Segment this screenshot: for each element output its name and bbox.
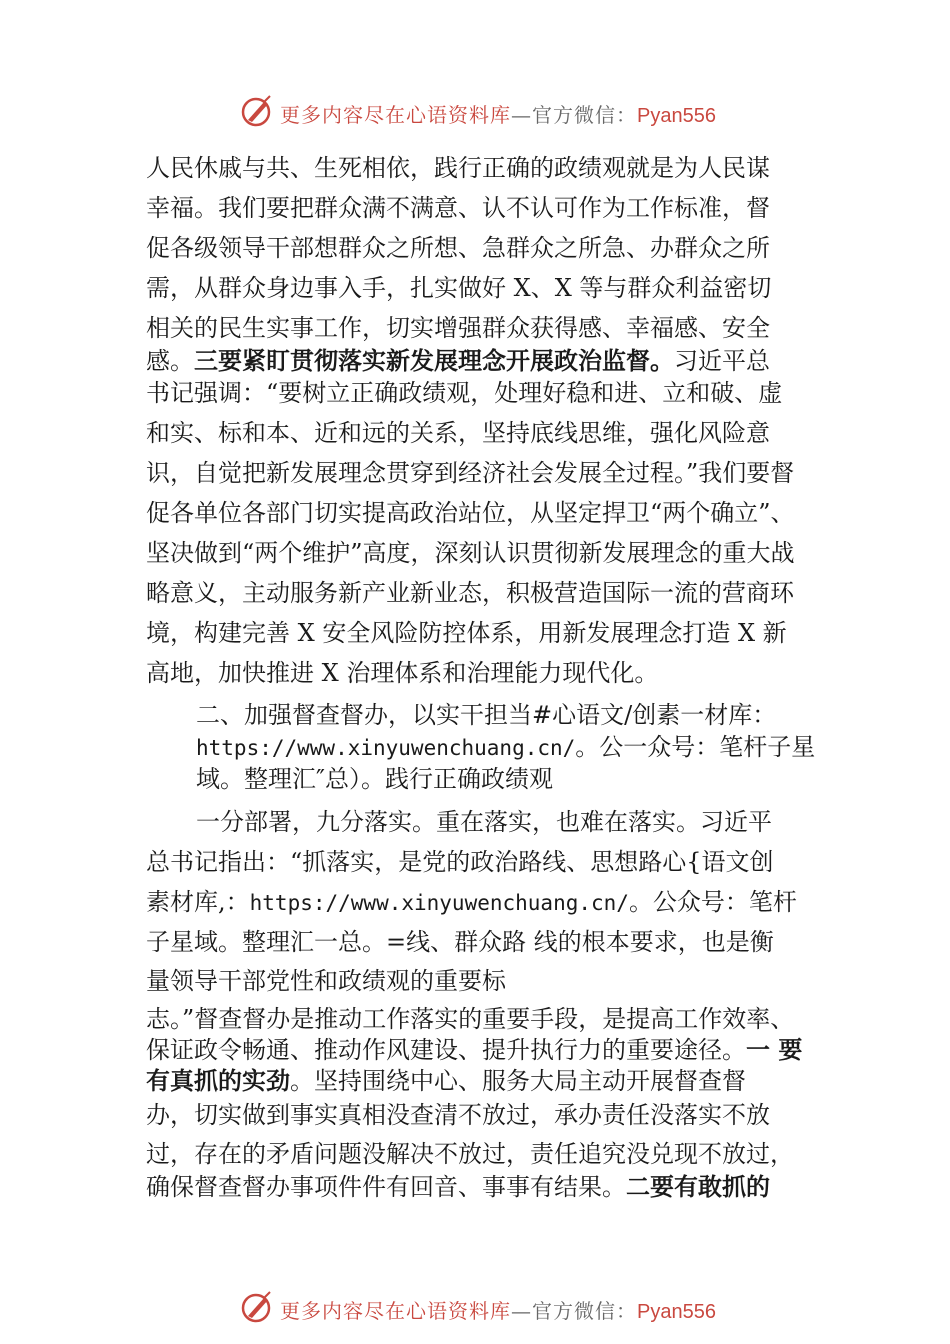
- text-line: 域。整理汇″总）。践行正确政绩观: [196, 765, 553, 793]
- footer-watermark: [0, 1288, 950, 1328]
- url-text: https://www.xinyuwenchuang.cn/: [249, 891, 629, 915]
- section-heading-line: 二、加强督查督办，以实干担当#心语文/创素一材库：: [196, 701, 777, 729]
- text-line: 人民休戚与共、生死相依，践行正确的政绩观就是为人民谋: [146, 154, 770, 182]
- text-span: 。公一众号：笔杆子星: [575, 733, 816, 761]
- bold-heading: 二要有敢抓的: [626, 1173, 770, 1201]
- text-line: 子星域。整理汇一总。=线、群众路 线的根本要求，也是衡: [146, 928, 774, 956]
- text-line: 幸福。我们要把群众满不满意、认不认可作为工作标准，督: [146, 194, 770, 222]
- text-line: [196, 732, 815, 763]
- text-span: 确保督查督办事项件件有回音、事事有结果。: [146, 1173, 626, 1201]
- bold-heading: 一 要: [746, 1036, 803, 1064]
- watermark-id-text: Pyan556: [637, 105, 716, 127]
- text-line: 坚决做到“两个维护”高度，深刻认识贯彻新发展理念的重大战: [146, 539, 795, 567]
- text-span: 感。: [146, 347, 194, 375]
- header-watermark: [0, 92, 950, 132]
- text-line: 需，从群众身边事入手，扎实做好 X、X 等与群众利益密切: [146, 274, 772, 302]
- text-span: 。公众号：笔杆: [628, 888, 797, 916]
- text-line: [146, 1035, 802, 1065]
- text-line: [146, 887, 797, 918]
- text-line: 境，构建完善 X 安全风险防控体系，用新发展理念打造 X 新: [146, 619, 787, 647]
- bold-heading: 有真抓的实劲: [146, 1067, 290, 1095]
- text-line: 促各级领导干部想群众之所想、急群众之所急、办群众之所: [146, 234, 770, 262]
- text-line: 略意义，主动服务新产业新业态，积极营造国际一流的营商环: [146, 579, 794, 607]
- text-line: 识，自觉把新发展理念贯穿到经济社会发展全过程。”我们要督: [146, 459, 795, 487]
- text-span: 保证政令畅通、推动作风建设、提升执行力的重要途径。: [146, 1036, 746, 1064]
- text-line: 志。”督查督办是推动工作落实的重要手段，是提高工作效率、: [146, 1005, 795, 1033]
- text-line: 一分部署，九分落实。重在落实，也难在落实。习近平: [196, 808, 772, 836]
- text-span: 。坚持围绕中心、服务大局主动开展督查督: [290, 1067, 746, 1095]
- bold-heading: 三要紧盯贯彻落实新发展理念开展政治监督。: [194, 347, 674, 375]
- watermark-id-text: Pyan556: [637, 1301, 716, 1323]
- watermark-red-text: 更多内容尽在心语资料库: [280, 1299, 511, 1323]
- text-line: 促各单位各部门切实提高政治站位，从坚定捍卫“两个确立”、: [146, 499, 795, 527]
- text-span: 素材库,：: [146, 888, 250, 916]
- text-line: 高地，加快推进 X 治理体系和治理能力现代化。: [146, 659, 659, 687]
- text-span: 习近平总: [674, 347, 770, 375]
- watermark-red-text: 更多内容尽在心语资料库: [280, 103, 511, 127]
- url-text: https://www.xinyuwenchuang.cn/: [196, 736, 576, 760]
- text-line: 总书记指出：“抓落实，是党的政治路线、思想路心{语文创: [146, 848, 774, 876]
- pen-seal-logo-icon: [240, 1290, 274, 1324]
- watermark-gray-text: —官方微信：: [511, 103, 637, 127]
- text-line: [146, 346, 770, 376]
- pen-seal-logo-icon: [240, 94, 274, 128]
- text-line: 和实、标和本、近和远的关系，坚持底线思维，强化风险意: [146, 419, 770, 447]
- text-line: 书记强调：“要树立正确政绩观，处理好稳和进、立和破、虚: [146, 379, 783, 407]
- text-line: [146, 1066, 746, 1096]
- text-line: 量领导干部党性和政绩观的重要标: [146, 967, 506, 995]
- watermark-gray-text: —官方微信：: [511, 1299, 637, 1323]
- text-line: 相关的民生实事工作，切实增强群众获得感、幸福感、安全: [146, 314, 770, 342]
- text-line: [146, 1172, 770, 1202]
- text-line: 办，切实做到事实真相没查清不放过，承办责任没落实不放: [146, 1101, 770, 1129]
- text-line: 过，存在的矛盾问题没解决不放过，责任追究没兑现不放过，: [146, 1140, 794, 1168]
